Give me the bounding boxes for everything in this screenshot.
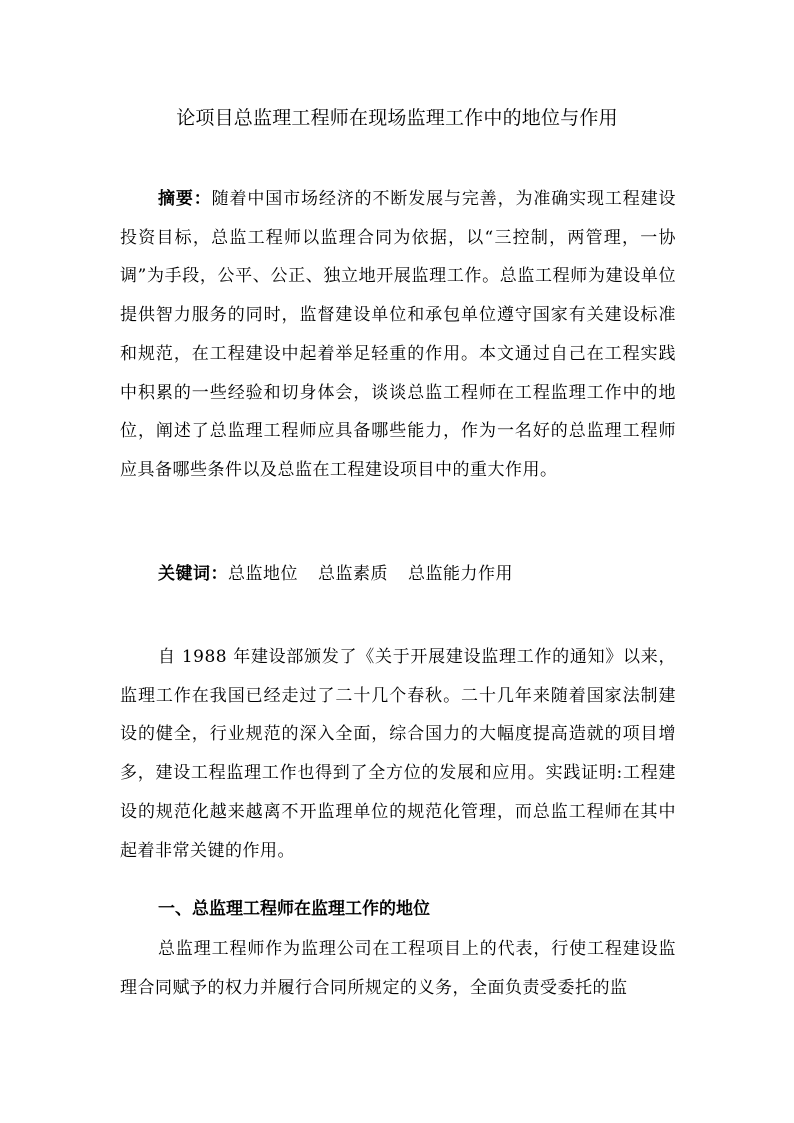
abstract-paragraph [120,180,676,490]
intro-paragraph: 自 1988 年建设部颁发了《关于开展建设监理工作的通知》以来，监理工作在我国已经走过了二十几个春秋。二十几年来随着国家法制建设的健全，行业规范的深入全面，综合国力的大幅度提高造就的项目增多，建设工程监理工作也得到了全方位的发展和应用。实践证明:工程建设的规范化越来越离不开监理单位的规范化管理，而总监工程师在其中起着非常关键的作用。 [120,647,676,861]
keyword-item: 总监素质 [318,564,388,584]
keywords-line [158,555,533,593]
keywords-label: 关键词： [158,564,228,584]
keyword-item: 总监能力作用 [408,564,513,584]
document-title: 论项目总监理工程师在现场监理工作中的地位与作用 [176,107,618,129]
abstract-text: 随着中国市场经济的不断发展与完善，为准确实现工程建设投资目标，总监工程师以监理合同为依据，以“三控制，两管理，一协调”为手段，公平、公正、独立地开展监理工作。总监工程师为建设单位提供智力服务的同时，监督建设单位和承包单位遵守国家有关建设标准和规范，在工程建设中起着举足轻重的作用。本文通过自己在工程实践中积累的一些经验和切身体会，谈谈总监工程师在工程监理工作中的地位，阐述了总监理工程师应具备哪些能力，作为一名好的总监理工程师应具备哪些条件以及总监在工程建设项目中的重大作用。 [120,189,676,480]
keyword-item: 总监地位 [228,564,298,584]
section-heading: 一、总监理工程师在监理工作的地位 [158,899,430,919]
abstract-label: 摘要： [158,189,212,209]
section-paragraph: 总监理工程师作为监理公司在工程项目上的代表，行使工程建设监理合同赋予的权力并履行合同所规定的义务，全面负责受委托的监 [120,939,676,998]
